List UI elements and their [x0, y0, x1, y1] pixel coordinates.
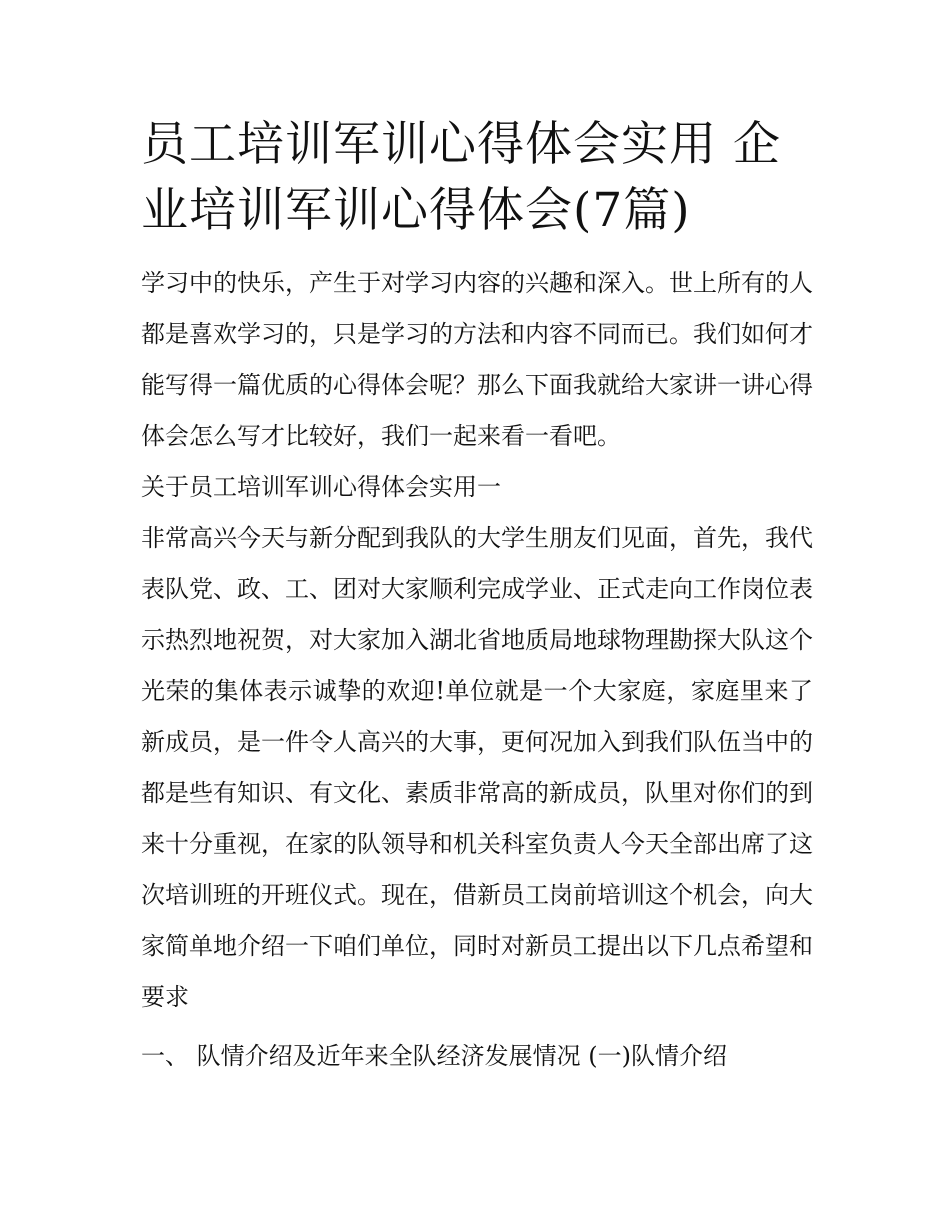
document-title: 员工培训军训心得体会实用 企业培训军训心得体会(7篇)	[141, 117, 781, 238]
document-body	[141, 258, 813, 1023]
sub-heading: 一、 队情介绍及近年来全队经济发展情况 (一)队情介绍	[141, 1042, 727, 1070]
document-page	[141, 112, 813, 1082]
body-paragraph: 非常高兴今天与新分配到我队的大学生朋友们见面，首先，我代表队党、政、工、团对大家顺利完成学业、正式走向工作岗位表示热烈地祝贺，对大家加入湖北省地质局地球物理勘探大队这个光荣的集体表示诚挚的欢迎!单位就是一个大家庭，家庭里来了新成员，是一件令人高兴的大事，更何况加入到我们队伍当中的都是些有知识、有文化、素质非常高的新成员，队里对你们的到来十分重视，在家的队领导和机关科室负责人今天全部出席了这次培训班的开班仪式。现在，借新员工岗前培训这个机会，向大家简单地介绍一下咱们单位，同时对新员工提出以下几点希望和要求	[141, 524, 813, 1011]
intro-paragraph: 学习中的快乐，产生于对学习内容的兴趣和深入。世上所有的人都是喜欢学习的，只是学习的方法和内容不同而已。我们如何才能写得一篇优质的心得体会呢？那么下面我就给大家讲一讲心得体会怎么写才比较好，我们一起来看一看吧。	[141, 269, 813, 450]
section-heading: 关于员工培训军训心得体会实用一	[141, 473, 501, 501]
